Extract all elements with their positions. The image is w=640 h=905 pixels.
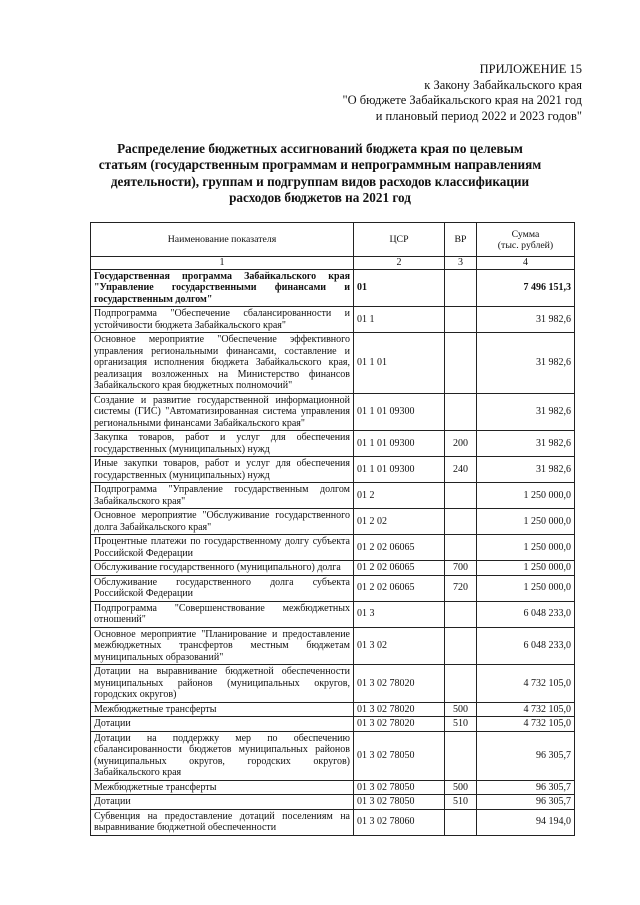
table-row (91, 393, 575, 431)
row-vr (445, 393, 477, 431)
row-sum: 1 250 000,0 (477, 509, 575, 535)
row-vr: 240 (445, 457, 477, 483)
row-csr: 01 1 01 (354, 333, 445, 394)
row-vr (445, 333, 477, 394)
table-row (91, 561, 575, 576)
table-row (91, 483, 575, 509)
row-csr: 01 3 (354, 601, 445, 627)
row-name: Дотации (91, 795, 354, 810)
header-name: Наименование показателя (91, 223, 354, 257)
column-number-row (91, 257, 575, 270)
row-csr: 01 3 02 78020 (354, 717, 445, 732)
row-name: Государственная программа Забайкальского края "Управление государственными финансами и государственным долгом" (91, 269, 354, 307)
title-line-2: статьям (государственным программам и непрограммным направлениям (98, 157, 542, 173)
table-header-row (91, 223, 575, 257)
row-name: Подпрограмма "Управление государственным долгом Забайкальского края" (91, 483, 354, 509)
table-row (91, 702, 575, 717)
row-name: Основное мероприятие "Обслуживание государственного долга Забайкальского края" (91, 509, 354, 535)
row-csr: 01 3 02 78050 (354, 731, 445, 780)
row-csr: 01 3 02 78050 (354, 780, 445, 795)
table-row (91, 269, 575, 307)
row-vr: 500 (445, 780, 477, 795)
row-csr: 01 2 02 06065 (354, 575, 445, 601)
row-csr: 01 1 01 09300 (354, 457, 445, 483)
row-csr: 01 2 02 (354, 509, 445, 535)
row-vr: 700 (445, 561, 477, 576)
row-sum: 4 732 105,0 (477, 665, 575, 703)
table-row (91, 457, 575, 483)
row-sum: 96 305,7 (477, 795, 575, 810)
row-name: Иные закупки товаров, работ и услуг для обеспечения государственных (муниципальных) нужд (91, 457, 354, 483)
row-sum: 96 305,7 (477, 731, 575, 780)
row-name: Обслуживание государственного (муниципального) долга (91, 561, 354, 576)
row-name: Дотации на выравнивание бюджетной обеспеченности муниципальных районов (муниципальных округов, городских округов) (91, 665, 354, 703)
row-vr (445, 483, 477, 509)
row-sum: 6 048 233,0 (477, 627, 575, 665)
row-name: Закупка товаров, работ и услуг для обеспечения государственных (муниципальных) нужд (91, 431, 354, 457)
table-row (91, 665, 575, 703)
table-row (91, 717, 575, 732)
row-csr: 01 (354, 269, 445, 307)
row-vr: 510 (445, 717, 477, 732)
row-csr: 01 3 02 78020 (354, 665, 445, 703)
header-csr: ЦСР (354, 223, 445, 257)
table-body (91, 269, 575, 835)
document-title (62, 141, 578, 206)
row-sum: 96 305,7 (477, 780, 575, 795)
row-csr: 01 1 01 09300 (354, 431, 445, 457)
row-csr: 01 2 02 06065 (354, 561, 445, 576)
row-name: Основное мероприятие "Планирование и предоставление межбюджетных трансфертов местным бюджетам муниципальных образований" (91, 627, 354, 665)
table-row (91, 307, 575, 333)
row-csr: 01 3 02 78050 (354, 795, 445, 810)
row-sum: 94 194,0 (477, 809, 575, 835)
header-sum (477, 223, 575, 257)
header-vr: ВР (445, 223, 477, 257)
row-name: Создание и развитие государственной информационной системы (ГИС) "Автоматизированная система управления региональными финансами Забайкальского края" (91, 393, 354, 431)
row-vr (445, 601, 477, 627)
title-line-4: расходов бюджетов на 2021 год (229, 189, 411, 205)
row-vr: 200 (445, 431, 477, 457)
column-number: 2 (354, 257, 445, 270)
row-sum: 31 982,6 (477, 431, 575, 457)
row-vr (445, 535, 477, 561)
title-line-3: деятельности), группам и подгруппам видов расходов классификации (110, 173, 530, 189)
row-sum: 6 048 233,0 (477, 601, 575, 627)
row-sum: 31 982,6 (477, 457, 575, 483)
table-row (91, 535, 575, 561)
column-number: 1 (91, 257, 354, 270)
appendix-number: ПРИЛОЖЕНИЕ 15 (479, 62, 582, 76)
budget-table (90, 222, 575, 836)
table-row (91, 509, 575, 535)
row-vr (445, 665, 477, 703)
row-csr: 01 2 (354, 483, 445, 509)
row-vr (445, 269, 477, 307)
column-number: 3 (445, 257, 477, 270)
row-csr: 01 3 02 78060 (354, 809, 445, 835)
row-name: Процентные платежи по государственному долгу субъекта Российской Федерации (91, 535, 354, 561)
header-sum-unit: (тыс. рублей) (497, 239, 554, 251)
row-vr (445, 307, 477, 333)
row-name: Подпрограмма "Совершенствование межбюджетных отношений" (91, 601, 354, 627)
row-sum: 1 250 000,0 (477, 575, 575, 601)
appendix-law-title: "О бюджете Забайкальского края на 2021 год (342, 93, 582, 107)
appendix-header (343, 62, 582, 124)
row-sum: 4 732 105,0 (477, 702, 575, 717)
row-name: Обслуживание государственного долга субъекта Российской Федерации (91, 575, 354, 601)
row-sum: 4 732 105,0 (477, 717, 575, 732)
row-csr: 01 1 01 09300 (354, 393, 445, 431)
table-row (91, 575, 575, 601)
row-sum: 7 496 151,3 (477, 269, 575, 307)
header-sum-label: Сумма (511, 228, 540, 240)
title-line-1: Распределение бюджетных ассигнований бюджета края по целевым (117, 141, 523, 156)
row-name: Межбюджетные трансферты (91, 780, 354, 795)
row-csr: 01 1 (354, 307, 445, 333)
appendix-law-period: и плановый период 2022 и 2023 годов" (375, 108, 582, 123)
table-row (91, 601, 575, 627)
row-vr: 720 (445, 575, 477, 601)
table-row (91, 809, 575, 835)
row-sum: 1 250 000,0 (477, 561, 575, 576)
row-csr: 01 3 02 (354, 627, 445, 665)
row-name: Межбюджетные трансферты (91, 702, 354, 717)
row-sum: 31 982,6 (477, 307, 575, 333)
row-name: Дотации на поддержку мер по обеспечению сбалансированности бюджетов муниципальных районов (муниципальных округов, городских округов) Забайкальского края (91, 731, 354, 780)
row-sum: 1 250 000,0 (477, 535, 575, 561)
row-sum: 1 250 000,0 (477, 483, 575, 509)
table-row (91, 731, 575, 780)
row-sum: 31 982,6 (477, 333, 575, 394)
row-sum: 31 982,6 (477, 393, 575, 431)
column-number: 4 (477, 257, 575, 270)
row-name: Дотации (91, 717, 354, 732)
row-vr: 510 (445, 795, 477, 810)
row-name: Субвенция на предоставление дотаций поселениям на выравнивание бюджетной обеспеченности (91, 809, 354, 835)
appendix-law: к Закону Забайкальского края (424, 77, 582, 92)
row-vr (445, 809, 477, 835)
table-row (91, 431, 575, 457)
row-csr: 01 2 02 06065 (354, 535, 445, 561)
table-row (91, 333, 575, 394)
row-vr: 500 (445, 702, 477, 717)
row-csr: 01 3 02 78020 (354, 702, 445, 717)
row-name: Основное мероприятие "Обеспечение эффективного управления региональными финансами, составление и организация исполнения бюджета Забайкальского края, реализация возложенных на Министерство финансов Забайкальского края бюджетных полномочий" (91, 333, 354, 394)
table-row (91, 795, 575, 810)
row-vr (445, 627, 477, 665)
row-name: Подпрограмма "Обеспечение сбалансированности и устойчивости бюджета Забайкальского края" (91, 307, 354, 333)
table-row (91, 627, 575, 665)
row-vr (445, 509, 477, 535)
table-row (91, 780, 575, 795)
row-vr (445, 731, 477, 780)
